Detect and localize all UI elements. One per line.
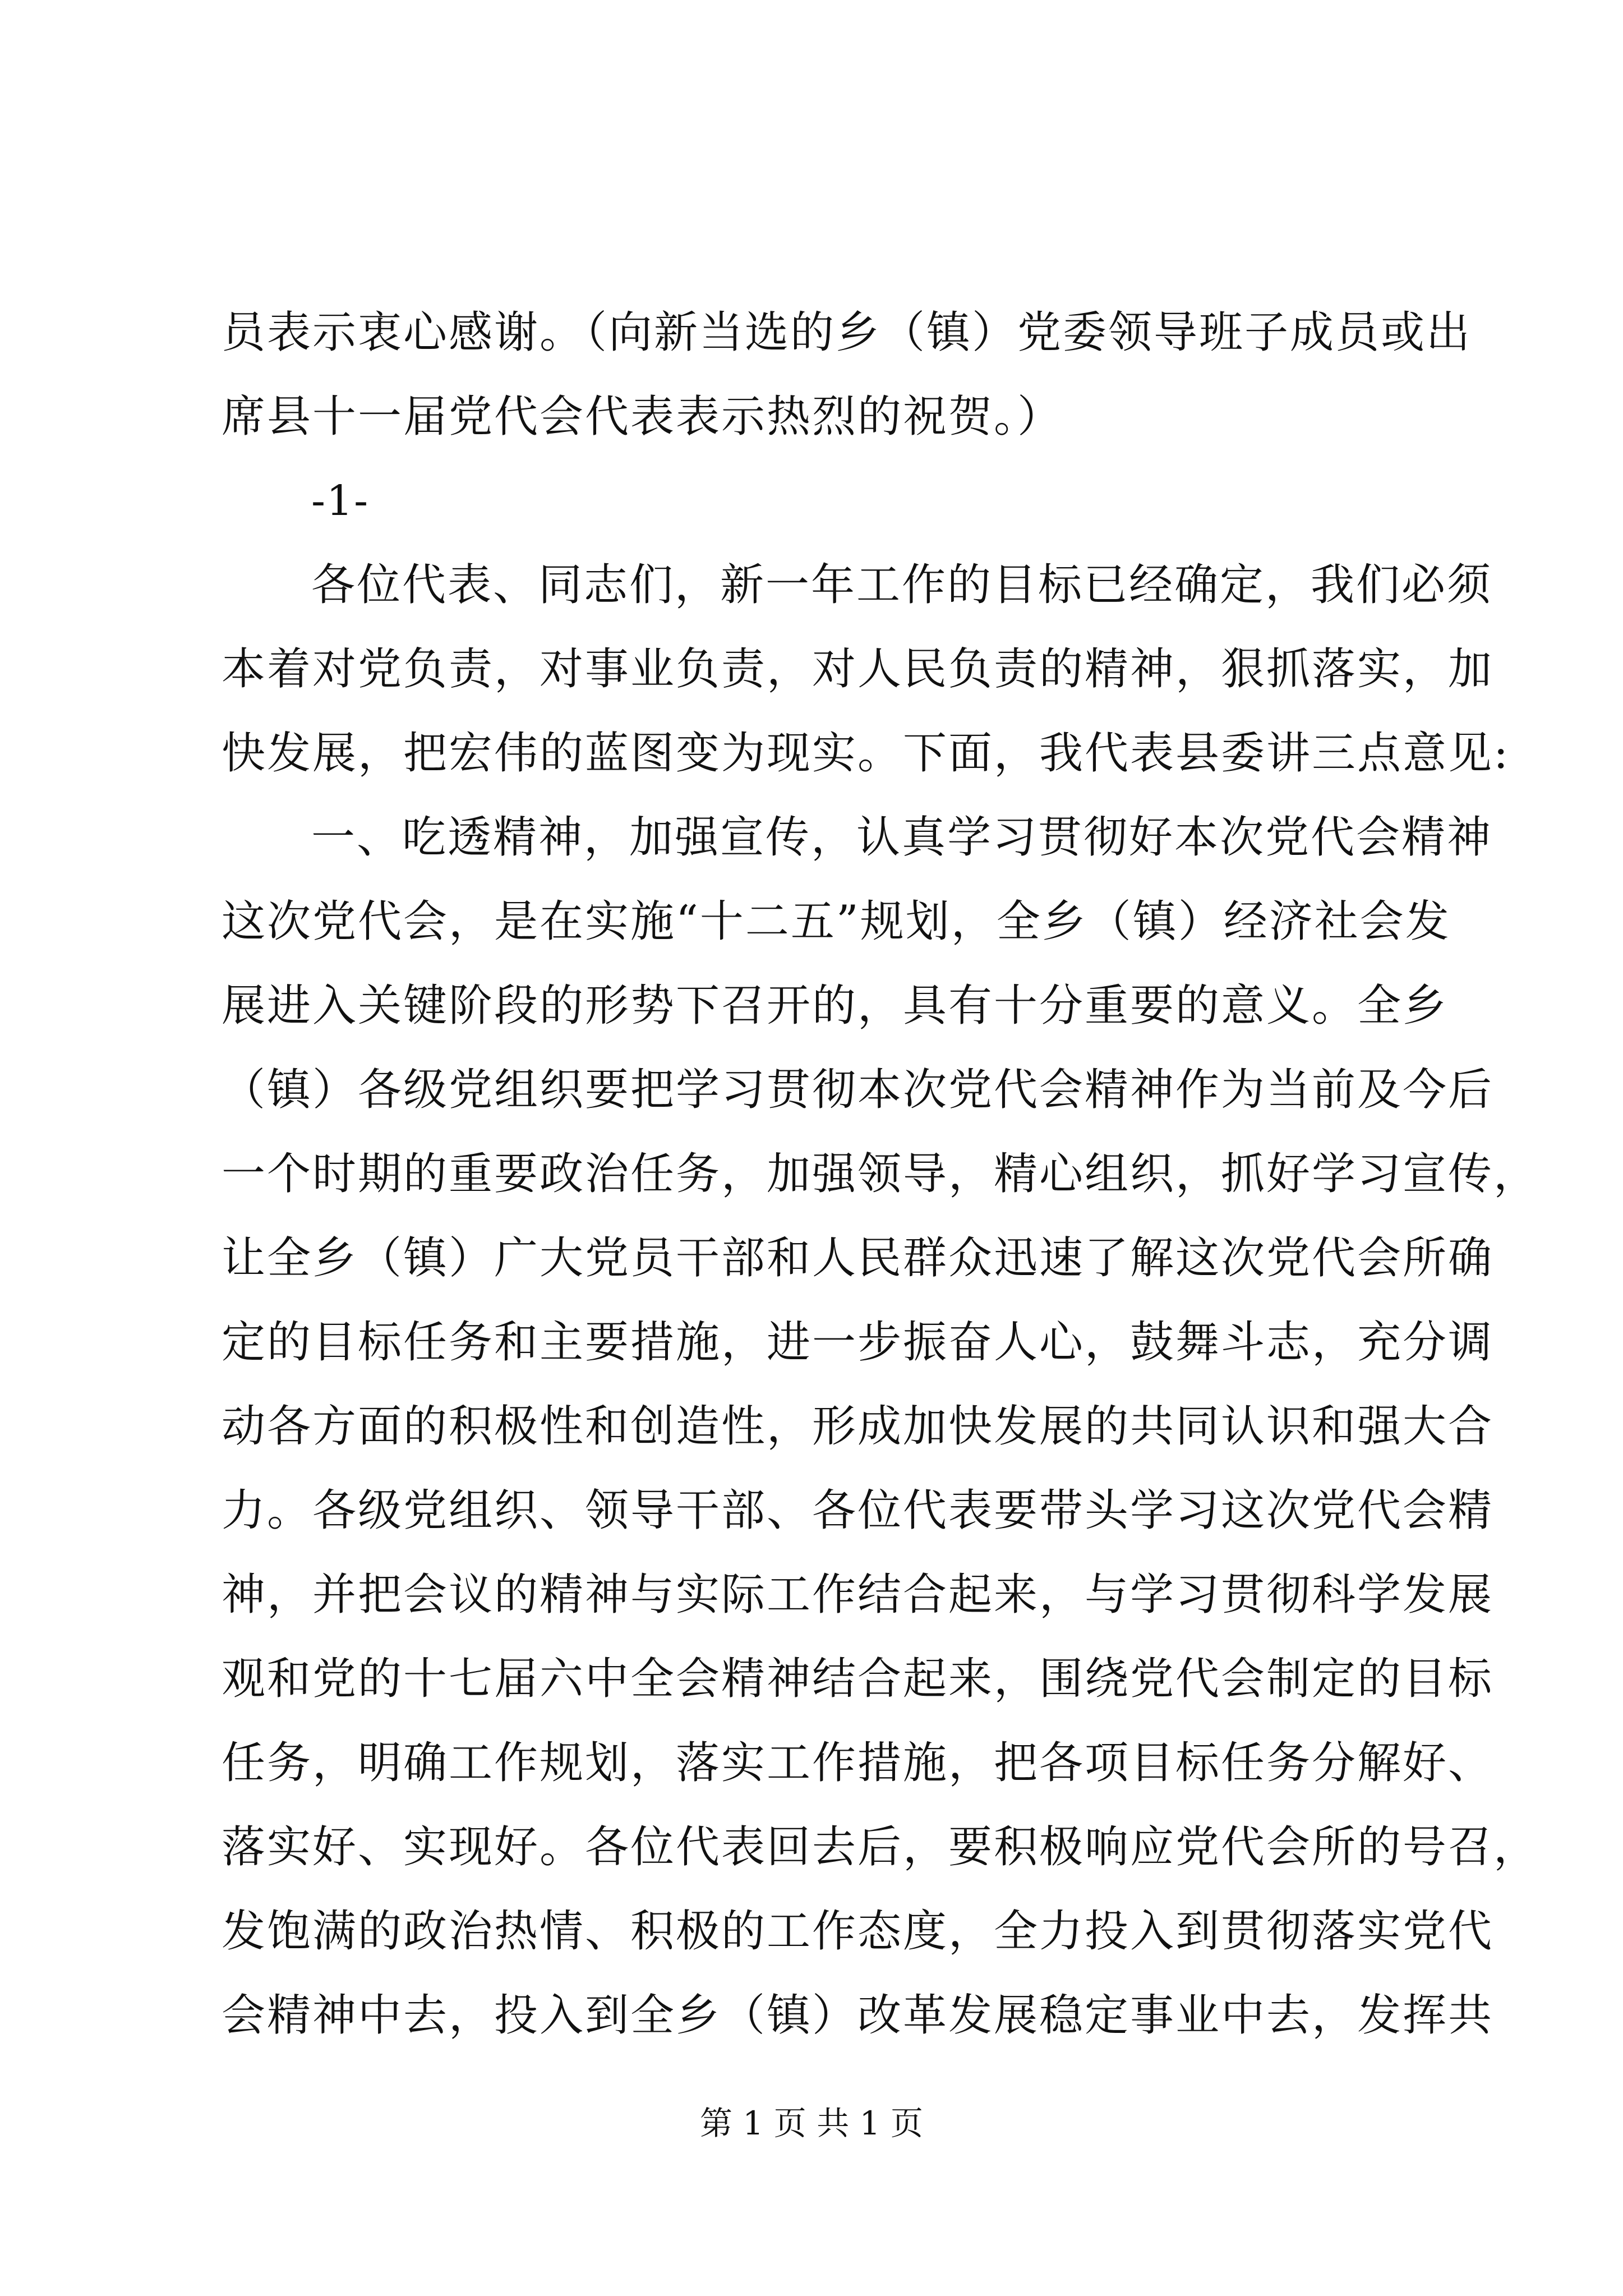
page-count-label: 第 1 页 共 1 页 xyxy=(700,2104,923,2142)
text-line: 会精神中去，投入到全乡（镇）改革发展稳定事业中去，发挥共 xyxy=(222,1990,1494,2041)
text-line: 这次党代会，是在实施“十二五”规划，全乡（镇）经济社会发 xyxy=(222,896,1451,947)
document-body xyxy=(222,291,1539,2058)
text-line: 员表示衷心感谢。（向新当选的乡（镇）党委领导班子成员或出 xyxy=(222,307,1472,358)
text-line: 落实好、实现好。各位代表回去后，要积极响应党代会所的号召， xyxy=(222,1822,1539,1872)
text-line: 让全乡（镇）广大党员干部和人民群众迅速了解这次党代会所确 xyxy=(222,1233,1494,1283)
section-heading: 一、吃透精神，加强宣传，认真学习贯彻好本次党代会精神 xyxy=(311,812,1493,863)
text-line: 一个时期的重要政治任务，加强领导，精心组织，抓好学习宣传， xyxy=(222,1149,1539,1199)
paragraph-start-line: 各位代表、同志们，新一年工作的目标已经确定，我们必须 xyxy=(311,560,1493,610)
text-line: 发饱满的政治热情、积极的工作态度，全力投入到贯彻落实党代 xyxy=(222,1906,1494,1957)
text-line: 神，并把会议的精神与实际工作结合起来，与学习贯彻科学发展 xyxy=(222,1570,1494,1620)
text-line: 定的目标任务和主要措施，进一步振奋人心，鼓舞斗志，充分调 xyxy=(222,1317,1494,1368)
text-line: （镇）各级党组织要把学习贯彻本次党代会精神作为当前及今后 xyxy=(222,1065,1494,1115)
text-line: 本着对党负责，对事业负责，对人民负责的精神，狠抓落实，加 xyxy=(222,644,1494,694)
text-line: 席县十一届党代会代表表示热烈的祝贺。） xyxy=(222,392,1063,442)
text-line: 力。各级党组织、领导干部、各位代表要带头学习这次党代会精 xyxy=(222,1485,1494,1536)
text-line: 观和党的十七届六中全会精神结合起来，围绕党代会制定的目标 xyxy=(222,1654,1494,1704)
inline-page-number: -1- xyxy=(311,477,370,525)
page-footer xyxy=(0,2101,1623,2146)
text-line: 展进入关键阶段的形势下召开的，具有十分重要的意义。全乡 xyxy=(222,981,1449,1031)
text-line: 快发展，把宏伟的蓝图变为现实。下面，我代表县委讲三点意见: xyxy=(222,728,1510,779)
text-line: 动各方面的积极性和创造性，形成加快发展的共同认识和强大合 xyxy=(222,1401,1494,1452)
text-line: 任务，明确工作规划，落实工作措施，把各项目标任务分解好、 xyxy=(222,1738,1494,1788)
